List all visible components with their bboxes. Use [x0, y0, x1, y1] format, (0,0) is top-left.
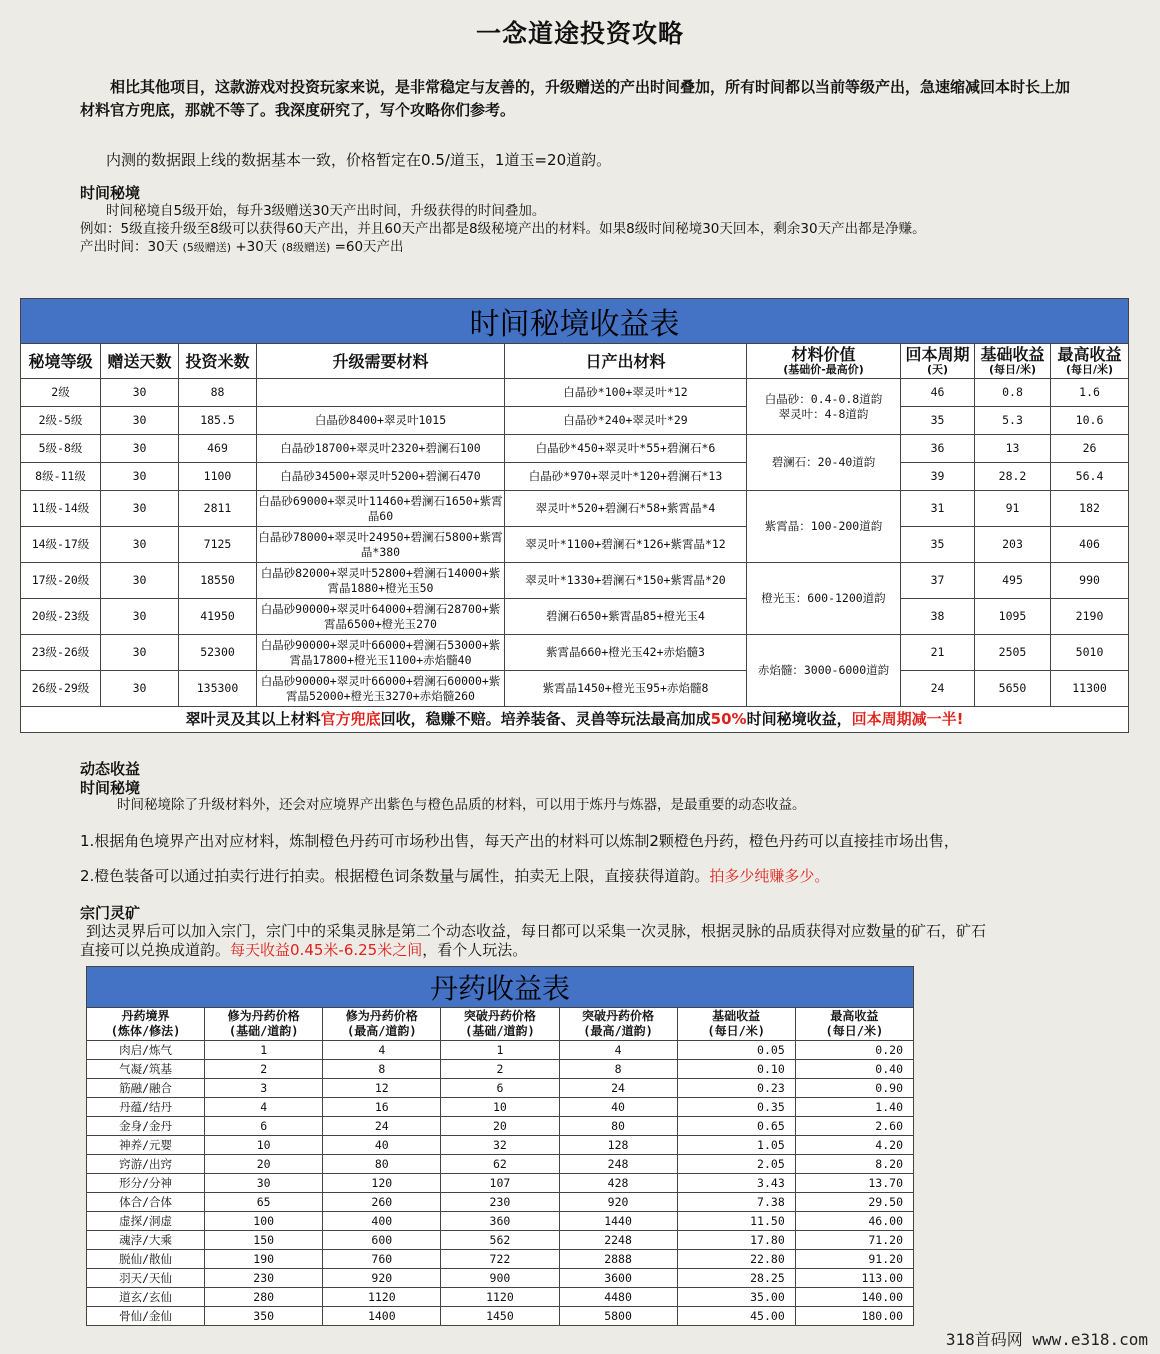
header-daily: 日产出材料 — [505, 344, 747, 379]
table2-header-sub: (基础/道韵) — [465, 1024, 535, 1038]
table2-cell: 91.20 — [795, 1250, 913, 1269]
table1-footer — [21, 707, 1129, 733]
header-payback-sub: (天) — [926, 363, 949, 376]
cell-days: 30 — [101, 463, 179, 491]
header-value-main: 材料价值 — [791, 345, 856, 364]
table2-cell: 65 — [205, 1193, 323, 1212]
table-row — [87, 1060, 914, 1079]
table2-cell: 2 — [205, 1060, 323, 1079]
cell-base: 0.8 — [975, 379, 1051, 407]
table2-cell: 24 — [323, 1117, 441, 1136]
cell-days: 30 — [101, 671, 179, 707]
intro-paragraph: 相比其他项目，这款游戏对投资玩家来说，是非常稳定与友善的，升级赠送的产出时间叠加，所有时间都以当前等级产出，急速缩减回本时长上加材料官方兜底，那就不等了。我深度研究了，写个攻略你们参考。 — [80, 78, 1071, 119]
table2-cell: 107 — [441, 1174, 559, 1193]
cell-level: 11级-14级 — [21, 491, 101, 527]
cell-payback: 31 — [901, 491, 975, 527]
table2-cell: 920 — [559, 1193, 677, 1212]
table2-header-main: 基础收益 — [712, 1009, 761, 1023]
table-row — [21, 635, 1129, 671]
table2-cell: 1 — [205, 1041, 323, 1060]
table2-cell: 80 — [323, 1155, 441, 1174]
table2-cell: 400 — [323, 1212, 441, 1231]
cell-max: 406 — [1051, 527, 1129, 563]
table2-cell: 7.38 — [677, 1193, 795, 1212]
table-row — [21, 563, 1129, 599]
header-max-sub: (每日/米) — [1065, 363, 1114, 376]
material-value: 碧澜石：20-40道韵 — [771, 455, 876, 469]
table2-header-sub: (最高/道韵) — [346, 1024, 417, 1038]
cell-max: 1.6 — [1051, 379, 1129, 407]
material-value: 赤焰髓：3000-6000道韵 — [757, 663, 890, 677]
table2-cell: 71.20 — [795, 1231, 913, 1250]
table2-cell: 4 — [323, 1041, 441, 1060]
table2-header — [677, 1008, 795, 1041]
cell-invest: 135300 — [179, 671, 257, 707]
table2-cell: 10 — [441, 1098, 559, 1117]
table2-cell: 900 — [441, 1269, 559, 1288]
table2-cell: 1450 — [441, 1307, 559, 1326]
cell-daily: 翠灵叶*1100+碧澜石*126+紫霄晶*12 — [505, 527, 747, 563]
cell-value — [747, 491, 901, 563]
cell-daily: 翠灵叶*1330+碧澜石*150+紫霄晶*20 — [505, 563, 747, 599]
table2-cell: 40 — [323, 1136, 441, 1155]
cell-level: 5级-8级 — [21, 435, 101, 463]
table2-cell: 29.50 — [795, 1193, 913, 1212]
cell-base: 91 — [975, 491, 1051, 527]
cell-max: 56.4 — [1051, 463, 1129, 491]
table2-cell: 5800 — [559, 1307, 677, 1326]
cell-level: 26级-29级 — [21, 671, 101, 707]
table-row — [87, 1155, 914, 1174]
cell-level: 2级-5级 — [21, 407, 101, 435]
table2-cell: 8.20 — [795, 1155, 913, 1174]
table-row — [21, 435, 1129, 463]
cell-invest: 52300 — [179, 635, 257, 671]
cell-upgrade: 白晶砂34500+翠灵叶5200+碧澜石470 — [257, 463, 505, 491]
cell-payback: 39 — [901, 463, 975, 491]
table2-cell: 1400 — [323, 1307, 441, 1326]
table2-cell: 0.40 — [795, 1060, 913, 1079]
cell-daily: 白晶砂*450+翠灵叶*55+碧澜石*6 — [505, 435, 747, 463]
cell-invest: 1100 — [179, 463, 257, 491]
cell-level: 17级-20级 — [21, 563, 101, 599]
cell-base: 203 — [975, 527, 1051, 563]
table2-cell: 1.05 — [677, 1136, 795, 1155]
table-row — [21, 379, 1129, 407]
table-row — [21, 527, 1129, 563]
table-row — [87, 1098, 914, 1117]
table2-cell: 神养/元婴 — [87, 1136, 205, 1155]
item2-highlight: 拍多少纯赚多少。 — [709, 867, 830, 885]
table2-cell: 6 — [441, 1079, 559, 1098]
table2-cell: 肉启/炼气 — [87, 1041, 205, 1060]
mine-text: ，看个人玩法。 — [422, 941, 528, 959]
section-heading-time-realm: 时间秘境 — [80, 184, 141, 202]
header-base-sub: (每日/米) — [988, 363, 1037, 376]
table2-cell: 窍游/出窍 — [87, 1155, 205, 1174]
table2-cell: 金身/金丹 — [87, 1117, 205, 1136]
material-value: 紫霄晶：100-200道韵 — [764, 519, 883, 533]
cell-invest: 2811 — [179, 491, 257, 527]
cell-level: 2级 — [21, 379, 101, 407]
table-row — [87, 1174, 914, 1193]
table-row — [87, 1231, 914, 1250]
cell-payback: 37 — [901, 563, 975, 599]
line3-note: (5级赠送) — [182, 241, 232, 254]
material-value: 橙光玉：600-1200道韵 — [761, 591, 886, 605]
table2-cell: 8 — [559, 1060, 677, 1079]
table2-header — [205, 1008, 323, 1041]
header-max — [1051, 344, 1129, 379]
table2-cell: 3.43 — [677, 1174, 795, 1193]
table2-cell: 0.35 — [677, 1098, 795, 1117]
table2-header-sub: (每日/米) — [707, 1024, 766, 1038]
section-heading-sect-mine: 宗门灵矿 — [80, 904, 141, 922]
cell-max: 990 — [1051, 563, 1129, 599]
table2-cell: 16 — [323, 1098, 441, 1117]
table2-cell: 350 — [205, 1307, 323, 1326]
table2-cell: 24 — [559, 1079, 677, 1098]
header-value-sub: (基础价-最高价) — [783, 363, 864, 376]
table2-header-main: 最高收益 — [830, 1009, 879, 1023]
footer-text: 回收，稳赚不赔。培养装备、灵兽等玩法最高加成 — [380, 710, 711, 728]
table2-cell: 248 — [559, 1155, 677, 1174]
cell-level: 8级-11级 — [21, 463, 101, 491]
cell-value — [747, 435, 901, 491]
table2-cell: 20 — [441, 1117, 559, 1136]
table2-cell: 羽天/天仙 — [87, 1269, 205, 1288]
cell-invest: 18550 — [179, 563, 257, 599]
table2-cell: 2.60 — [795, 1117, 913, 1136]
table2-cell: 6 — [205, 1117, 323, 1136]
table-row — [87, 1193, 914, 1212]
header-base-main: 基础收益 — [980, 345, 1045, 364]
cell-days: 30 — [101, 379, 179, 407]
table2-cell: 760 — [323, 1250, 441, 1269]
cell-level: 14级-17级 — [21, 527, 101, 563]
table2-header — [323, 1008, 441, 1041]
cell-max: 2190 — [1051, 599, 1129, 635]
header-payback-main: 回本周期 — [905, 345, 970, 364]
footer-highlight: 50% — [710, 710, 747, 728]
table2-header-main: 丹药境界 — [121, 1009, 170, 1023]
cell-base: 5650 — [975, 671, 1051, 707]
cell-payback: 38 — [901, 599, 975, 635]
cell-base: 2505 — [975, 635, 1051, 671]
table1-caption: 时间秘境收益表 — [21, 299, 1129, 344]
table2-cell: 22.80 — [677, 1250, 795, 1269]
cell-daily: 白晶砂*970+翠灵叶*120+碧澜石*13 — [505, 463, 747, 491]
table2-cell: 28.25 — [677, 1269, 795, 1288]
table2-header-sub: (每日/米) — [825, 1024, 884, 1038]
table2-cell: 4 — [559, 1041, 677, 1060]
sect-mine-line1: 到达灵界后可以加入宗门，宗门中的采集灵脉是第二个动态收益，每日都可以采集一次灵脉，根据灵脉的品质获得对应数量的矿石，矿石 — [86, 922, 987, 940]
table2-header-main: 修为丹药价格 — [345, 1009, 418, 1023]
table2-cell: 45.00 — [677, 1307, 795, 1326]
table2-cell: 13.70 — [795, 1174, 913, 1193]
dynamic-line1: 时间秘境除了升级材料外，还会对应境界产出紫色与橙色品质的材料，可以用于炼丹与炼器，是最重要的动态收益。 — [117, 797, 806, 813]
footer-highlight: 回本周期减一半! — [851, 710, 964, 728]
table2-header-main: 修为丹药价格 — [227, 1009, 300, 1023]
footer-highlight: 官方兜底 — [320, 710, 381, 728]
table-row — [87, 1269, 914, 1288]
table2-cell: 3 — [205, 1079, 323, 1098]
table2-cell: 12 — [323, 1079, 441, 1098]
time-realm-line3 — [80, 238, 404, 257]
cell-upgrade: 白晶砂90000+翠灵叶66000+碧澜石60000+紫霄晶52000+橙光玉3270+赤焰髓260 — [257, 671, 505, 707]
cell-payback: 46 — [901, 379, 975, 407]
table2-cell: 260 — [323, 1193, 441, 1212]
table2-cell: 筋融/融合 — [87, 1079, 205, 1098]
header-days: 赠送天数 — [101, 344, 179, 379]
cell-value — [747, 635, 901, 707]
cell-upgrade: 白晶砂78000+翠灵叶24950+碧澜石5800+紫霄晶*380 — [257, 527, 505, 563]
table2-header — [87, 1008, 205, 1041]
table2-cell: 0.05 — [677, 1041, 795, 1060]
table-row — [21, 599, 1129, 635]
table-row — [87, 1079, 914, 1098]
cell-upgrade: 白晶砂69000+翠灵叶11460+碧澜石1650+紫霄晶60 — [257, 491, 505, 527]
table2-cell: 魂浡/大乘 — [87, 1231, 205, 1250]
table2-cell: 丹蕴/结丹 — [87, 1098, 205, 1117]
header-level: 秘境等级 — [21, 344, 101, 379]
line3-part: =60天产出 — [334, 239, 404, 255]
cell-days: 30 — [101, 635, 179, 671]
table-row — [87, 1250, 914, 1269]
cell-payback: 36 — [901, 435, 975, 463]
mine-text: 直接可以兑换成道韵。 — [80, 941, 231, 959]
table2-header-sub: (基础/道韵) — [228, 1024, 299, 1038]
section-subheading-time-realm: 时间秘境 — [80, 779, 141, 797]
table2-cell: 脱仙/散仙 — [87, 1250, 205, 1269]
table2-header-main: 突破丹药价格 — [582, 1009, 655, 1023]
header-value — [747, 344, 901, 379]
table2-cell: 17.80 — [677, 1231, 795, 1250]
table2-cell: 32 — [441, 1136, 559, 1155]
table2-cell: 20 — [205, 1155, 323, 1174]
cell-upgrade: 白晶砂82000+翠灵叶52800+碧澜石14000+紫霄晶1880+橙光玉50 — [257, 563, 505, 599]
table2-cell: 体合/合体 — [87, 1193, 205, 1212]
table2-cell: 128 — [559, 1136, 677, 1155]
cell-level: 23级-26级 — [21, 635, 101, 671]
table-row — [87, 1307, 914, 1326]
table2-header — [559, 1008, 677, 1041]
table2-cell: 1120 — [323, 1288, 441, 1307]
cell-upgrade: 白晶砂8400+翠灵叶1015 — [257, 407, 505, 435]
time-realm-line1: 时间秘境自5级开始，每升3级赠送30天产出时间，升级获得的时间叠加。 — [106, 203, 546, 219]
table2-cell: 虚探/洞虚 — [87, 1212, 205, 1231]
cell-max: 11300 — [1051, 671, 1129, 707]
table2-cell: 骨仙/金仙 — [87, 1307, 205, 1326]
header-invest: 投资米数 — [179, 344, 257, 379]
table2-cell: 920 — [323, 1269, 441, 1288]
cell-daily: 白晶砂*240+翠灵叶*29 — [505, 407, 747, 435]
table2-cell: 0.20 — [795, 1041, 913, 1060]
table2-header — [441, 1008, 559, 1041]
table2-cell: 80 — [559, 1117, 677, 1136]
table2-cell: 230 — [205, 1269, 323, 1288]
cell-daily: 紫霄晶660+橙光玉42+赤焰髓3 — [505, 635, 747, 671]
table2-cell: 道玄/玄仙 — [87, 1288, 205, 1307]
material-value: 翠灵叶：4-8道韵 — [778, 406, 869, 421]
table2-cell: 2.05 — [677, 1155, 795, 1174]
cell-days: 30 — [101, 527, 179, 563]
table-row — [87, 1136, 914, 1155]
cell-daily: 紫霄晶1450+橙光玉95+赤焰髓8 — [505, 671, 747, 707]
cell-max: 5010 — [1051, 635, 1129, 671]
table2-cell: 2888 — [559, 1250, 677, 1269]
cell-value — [747, 379, 901, 435]
table2-cell: 2 — [441, 1060, 559, 1079]
cell-days: 30 — [101, 491, 179, 527]
cell-upgrade: 白晶砂90000+翠灵叶64000+碧澜石28700+紫霄晶6500+橙光玉270 — [257, 599, 505, 635]
cell-payback: 24 — [901, 671, 975, 707]
table2-cell: 形分/分神 — [87, 1174, 205, 1193]
table-row — [21, 407, 1129, 435]
table2-cell: 0.23 — [677, 1079, 795, 1098]
material-value: 白晶砂：0.4-0.8道韵 — [764, 391, 883, 406]
footer-text: 时间秘境收益， — [746, 710, 852, 728]
dynamic-item1: 1.根据角色境界产出对应材料，炼制橙色丹药可市场秒出售，每天产出的材料可以炼制2颗橙色丹药，橙色丹药可以直接挂市场出售， — [80, 832, 959, 850]
table2-header — [795, 1008, 913, 1041]
cell-daily: 白晶砂*100+翠灵叶*12 — [505, 379, 747, 407]
table2-cell: 8 — [323, 1060, 441, 1079]
cell-level: 20级-23级 — [21, 599, 101, 635]
table2-cell: 1440 — [559, 1212, 677, 1231]
mine-highlight: 每天收益0.45米-6.25米之间 — [230, 941, 423, 959]
cell-days: 30 — [101, 407, 179, 435]
table-row — [21, 671, 1129, 707]
cell-daily: 碧澜石650+紫霄晶85+橙光玉4 — [505, 599, 747, 635]
cell-days: 30 — [101, 435, 179, 463]
time-realm-income-table — [20, 298, 1129, 733]
cell-upgrade — [257, 379, 505, 407]
cell-base: 28.2 — [975, 463, 1051, 491]
header-payback — [901, 344, 975, 379]
cell-max: 10.6 — [1051, 407, 1129, 435]
table2-cell: 4.20 — [795, 1136, 913, 1155]
table2-cell: 0.65 — [677, 1117, 795, 1136]
table2-cell: 280 — [205, 1288, 323, 1307]
table2-cell: 1120 — [441, 1288, 559, 1307]
pill-income-table — [86, 966, 914, 1326]
table-row — [87, 1041, 914, 1060]
sect-mine-line2 — [80, 940, 527, 960]
table2-cell: 562 — [441, 1231, 559, 1250]
section-heading-dynamic: 动态收益 — [80, 760, 141, 778]
table2-cell: 35.00 — [677, 1288, 795, 1307]
table2-cell: 113.00 — [795, 1269, 913, 1288]
table2-cell: 气凝/筑基 — [87, 1060, 205, 1079]
table2-cell: 4 — [205, 1098, 323, 1117]
table2-cell: 1 — [441, 1041, 559, 1060]
table2-cell: 62 — [441, 1155, 559, 1174]
footer-text: 翠叶灵及其以上材料 — [185, 710, 321, 728]
cell-daily: 翠灵叶*520+碧澜石*58+紫霄晶*4 — [505, 491, 747, 527]
header-upgrade: 升级需要材料 — [257, 344, 505, 379]
cell-max: 26 — [1051, 435, 1129, 463]
time-realm-line2: 例如：5级直接升级至8级可以获得60天产出，并且60天产出都是8级秘境产出的材料。如果8级时间秘境30天回本，剩余30天产出都是净赚。 — [80, 221, 926, 237]
table2-cell: 230 — [441, 1193, 559, 1212]
table-row — [21, 491, 1129, 527]
line3-note: (8级赠送) — [281, 241, 331, 254]
table2-cell: 150 — [205, 1231, 323, 1250]
table2-cell: 180.00 — [795, 1307, 913, 1326]
table2-cell: 1.40 — [795, 1098, 913, 1117]
table2-cell: 722 — [441, 1250, 559, 1269]
item2-text: 2.橙色装备可以通过拍卖行进行拍卖。根据橙色词条数量与属性，拍卖无上限，直接获得道韵。 — [80, 867, 710, 885]
header-max-main: 最高收益 — [1057, 345, 1122, 364]
table2-cell: 2248 — [559, 1231, 677, 1250]
line3-part: 产出时间：30天 — [80, 239, 179, 255]
table2-cell: 4480 — [559, 1288, 677, 1307]
table2-cell: 3600 — [559, 1269, 677, 1288]
cell-invest: 88 — [179, 379, 257, 407]
table2-cell: 360 — [441, 1212, 559, 1231]
table2-cell: 190 — [205, 1250, 323, 1269]
cell-invest: 41950 — [179, 599, 257, 635]
cell-base: 1095 — [975, 599, 1051, 635]
table2-cell: 120 — [323, 1174, 441, 1193]
cell-base: 495 — [975, 563, 1051, 599]
cell-payback: 35 — [901, 527, 975, 563]
table-row — [87, 1117, 914, 1136]
dynamic-item2 — [80, 866, 829, 886]
cell-max: 182 — [1051, 491, 1129, 527]
table2-cell: 46.00 — [795, 1212, 913, 1231]
table2-header-main: 突破丹药价格 — [463, 1009, 536, 1023]
table2-header-sub: (最高/道韵) — [583, 1024, 653, 1038]
table2-header-sub: (炼体/修法) — [110, 1024, 181, 1038]
page-title: 一念道途投资攻略 — [475, 19, 684, 48]
cell-invest: 185.5 — [179, 407, 257, 435]
cell-days: 30 — [101, 599, 179, 635]
table2-cell: 10 — [205, 1136, 323, 1155]
table-row — [21, 463, 1129, 491]
cell-base: 5.3 — [975, 407, 1051, 435]
cell-upgrade: 白晶砂90000+翠灵叶66000+碧澜石53000+紫霄晶17800+橙光玉1100+赤焰髓40 — [257, 635, 505, 671]
cell-base: 13 — [975, 435, 1051, 463]
table-row — [87, 1288, 914, 1307]
cell-invest: 469 — [179, 435, 257, 463]
cell-value — [747, 563, 901, 635]
table2-cell: 30 — [205, 1174, 323, 1193]
table2-cell: 0.10 — [677, 1060, 795, 1079]
table2-cell: 11.50 — [677, 1212, 795, 1231]
cell-days: 30 — [101, 563, 179, 599]
watermark: 318首码网 www.e318.com — [945, 1330, 1148, 1349]
cell-payback: 35 — [901, 407, 975, 435]
cell-payback: 21 — [901, 635, 975, 671]
table2-cell: 40 — [559, 1098, 677, 1117]
table2-cell: 140.00 — [795, 1288, 913, 1307]
table2-cell: 600 — [323, 1231, 441, 1250]
price-note: 内测的数据跟上线的数据基本一致，价格暂定在0.5/道玉，1道玉=20道韵。 — [106, 151, 612, 169]
table2-cell: 100 — [205, 1212, 323, 1231]
header-base — [975, 344, 1051, 379]
line3-part: +30天 — [235, 239, 278, 255]
table2-cell: 428 — [559, 1174, 677, 1193]
table-row — [87, 1212, 914, 1231]
cell-invest: 7125 — [179, 527, 257, 563]
cell-upgrade: 白晶砂18700+翠灵叶2320+碧澜石100 — [257, 435, 505, 463]
table2-cell: 0.90 — [795, 1079, 913, 1098]
table2-caption: 丹药收益表 — [87, 967, 914, 1008]
